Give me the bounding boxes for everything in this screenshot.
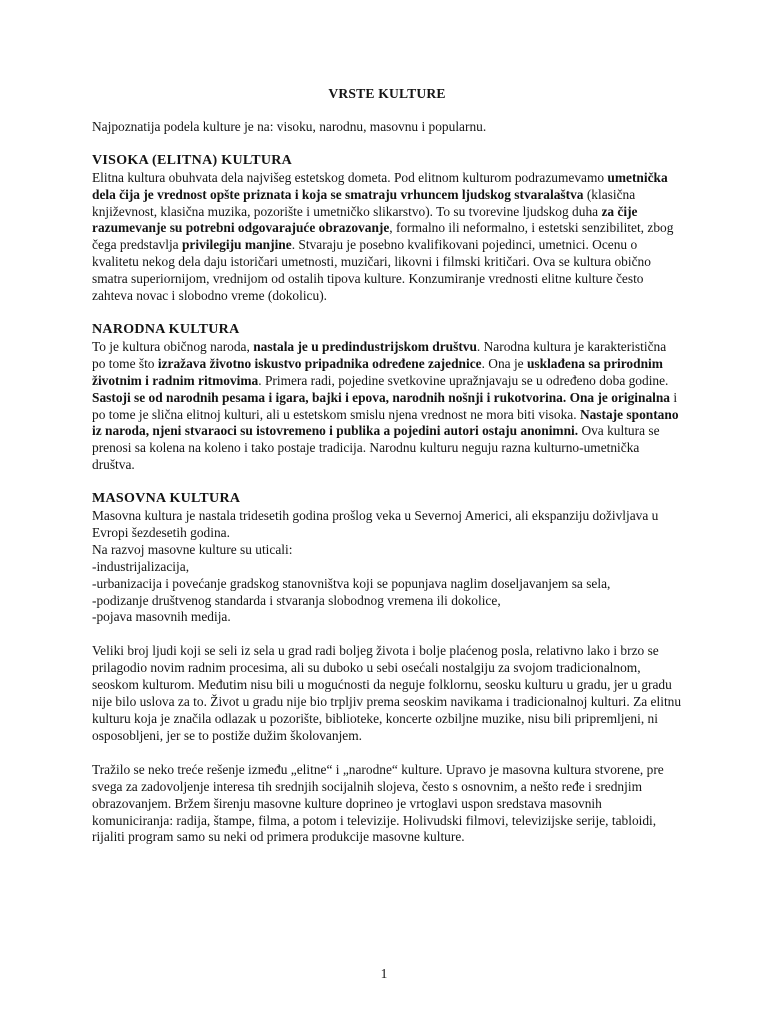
section-paragraph-narodna [92, 339, 682, 474]
text-run: . Primera radi, pojedine svetkovine upražnjavaju se u određeno doba godine. [258, 372, 669, 388]
text-run: . Ona je [481, 355, 527, 371]
masovna-factors-intro: Na razvoj masovne kulture su uticali: [92, 541, 293, 557]
list-item: -pojava masovnih medija. [92, 609, 231, 625]
emphasized-text: Sastoji se od narodnih pesama i igara, bajki i epova, narodnih nošnji i rukotvorina. Ona je originalna [92, 389, 671, 405]
emphasized-text: usklađena sa prirodnim životnim i radnim ritmovima [92, 355, 663, 388]
emphasized-text: Nastaje spontano iz naroda, njeni stvaraoci su istovremeno i publika a pojedini autori ostaju anonimni. [92, 406, 679, 439]
spacer [92, 305, 682, 322]
section-heading-narodna: NARODNA KULTURA [92, 321, 240, 337]
spacer [92, 136, 682, 153]
masovna-paragraph-migration: Veliki broj ljudi koji se seli iz sela u grad radi boljeg života i bolje plaćenog posla, relativno lako i brzo se prilagodio novim radnim procesima, ali su duboko u sebi osećali nostalgiju za svojom tradicionalnom, seoskom kulturom. Međutim nisu bili u mogućnosti da neguje folklornu, seosku kulturu u gradu, jer u gradu nije bilo uslova za to. Život u gradu nije bio trpljiv prema seoskim navikama i tradicionalnoj kulturi. Za elitnu kulturu koja je značila odlazak u pozorište, biblioteke, koncerte ozbiljne muzike, nisu bili pripremljeni, ni osposobljeni, jer se to postiže dužim školovanjem. [92, 643, 682, 743]
emphasized-text: nastala je u predindustrijskom društvu [253, 338, 477, 354]
masovna-paragraph-third-solution: Tražilo se neko treće rešenje između „elitne“ i „narodne“ kulture. Upravo je masovna kultura stvorene, pre svega za zadovoljenje interesa tih srednjih socijalnih slojeva, često s osnovnim, a nešto ređe i srednjim obrazovanjem. Bržem širenju masovne kulture doprineo je vrtoglavi uspon sredstava masovnih komuniciranja: radija, štampe, filma, a potom i televizije. Holivudski filmovi, televizijske serije, tabloidi, rijaliti program samo su neki od primera produkcije masovne kulture. [92, 761, 664, 845]
section-heading-masovna: MASOVNA KULTURA [92, 491, 241, 507]
list-item: -podizanje društvenog standarda i stvaranja slobodnog vremena ili dokolice, [92, 592, 501, 608]
emphasized-text: umetnička dela čija je vrednost opšte priznata i koja se smatraju vrhuncem ljudskog stvaralaštva [92, 169, 668, 202]
text-run: Elitna kultura obuhvata dela najvišeg estetskog dometa. Pod elitnom kulturom podrazumevamo [92, 169, 608, 185]
text-run: i po tome je slična elitnoj kulturi, ali u estetskom smislu njena vrednost ne mora biti visoka. [92, 389, 678, 422]
section-heading-visoka: VISOKA (ELITNA) KULTURA [92, 152, 293, 168]
text-run: , formalno ili neformalno, i estetski senzibilitet, zbog čega predstavlja [92, 220, 674, 253]
spacer [92, 474, 682, 491]
page-number: 1 [380, 966, 388, 981]
section-paragraph-visoka [92, 170, 682, 305]
emphasized-text: izražava životno iskustvo pripadnika određene zajednice [157, 355, 482, 371]
text-run: . Stvaraju je posebno kvalifikovani pojedinci, umetnici. Ocenu o kvalitetu nekog dela daju istoričari umetnosti, muzičari, likovni i filmski kritičari. Ova se kultura obično smatra superiornijom, vrednijom od ostalih tipova kulture. Konzumiranje vrednosti elitne kulture često zahteva novac i slobodno vreme (dokolicu). [92, 237, 651, 304]
emphasized-text: privilegiju manjine [181, 237, 292, 253]
document-body [92, 86, 682, 846]
text-run: . Narodna kultura je karakteristična po tome što [92, 338, 667, 371]
text-run: (klasična književnost, klasična muzika, pozorište i umetničko slikarstvo). To su tvorevine ljudskog duha [92, 186, 636, 219]
list-item: -urbanizacija i povećanje gradskog stanovništva koji se popunjava naglim doseljavanjem sa sela, [92, 575, 611, 591]
intro-paragraph: Najpoznatija podela kulture je na: visoku, narodnu, masovnu i popularnu. [92, 118, 487, 134]
text-run: Ova kultura se prenosi sa kolena na koleno i tako postaje tradicija. Narodnu kulturu neguju razna kulturno-umetnička društva. [92, 423, 660, 473]
list-item: -industrijalizacija, [92, 558, 190, 574]
masovna-paragraph-origin: Masovna kultura je nastala tridesetih godina prošlog veka u Severnoj Americi, ali ekspanziju doživljava u Evropi šezdesetih godina. [92, 508, 659, 540]
text-run: To je kultura običnog naroda, [92, 338, 254, 354]
masovna-factors-list [92, 559, 682, 627]
spacer [92, 626, 682, 643]
spacer [92, 745, 682, 762]
document-title: VRSTE KULTURE [328, 86, 446, 101]
emphasized-text: za čije razumevanje su potrebni odgovarajuće obrazovanje [92, 203, 638, 236]
